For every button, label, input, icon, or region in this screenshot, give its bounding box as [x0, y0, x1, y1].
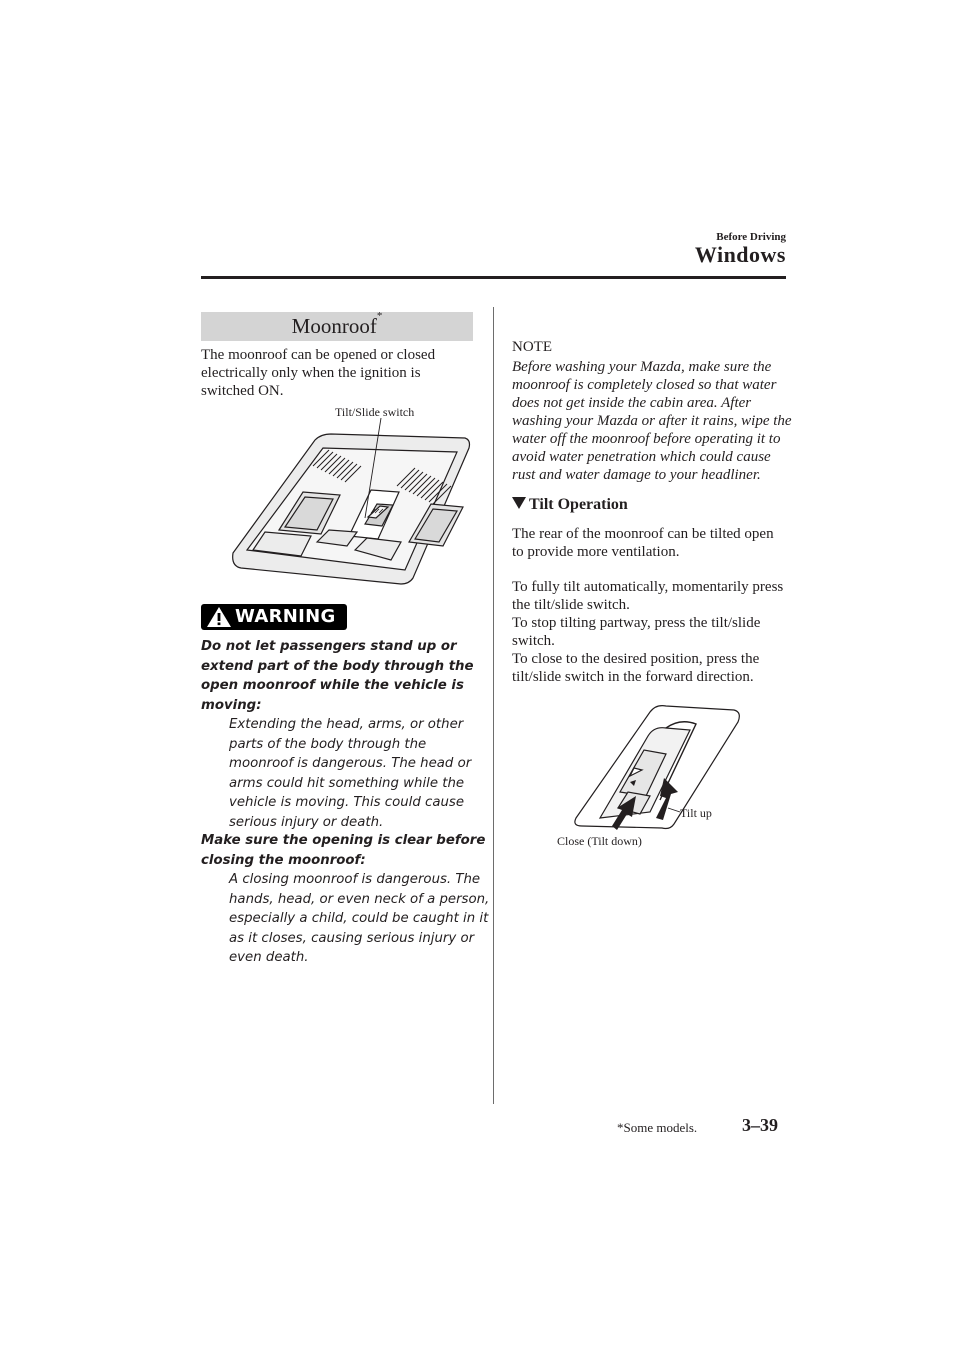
note-body: Before washing your Mazda, make sure the moonroof is completely closed so that water does not get inside the cabin area. After washing your Mazda or after it rains, wipe the water off the moonroof before operating it to avoid water penetration which could cause rust and water damage to your headliner. — [512, 359, 792, 483]
intro-paragraph: The moonroof can be opened or closed electrically only when the ignition is switched ON. — [201, 347, 436, 399]
header-chapter-title: Windows — [694, 242, 786, 267]
warning2-heading: Make sure the opening is clear before closing the moonroof: — [201, 833, 486, 868]
warning-badge-label: WARNING — [235, 606, 336, 627]
tilt-switch-illustration — [570, 700, 750, 830]
page-number: 3–39 — [742, 1115, 778, 1135]
warning1-heading: Do not let passengers stand up or extend part of the body through the open moonroof while the vehicle is moving: — [201, 639, 474, 713]
subsection-heading — [512, 496, 628, 514]
tilt-paragraph-2: To fully tilt automatically, momentarily press the tilt/slide switch. To stop tilting partway, press the tilt/slide switch. To close to the desired position, press the tilt/slide switch in the forward direction. — [512, 579, 784, 685]
section-title: Moonroof — [291, 314, 377, 338]
warning2-body: A closing moonroof is dangerous. The hands, head, or even neck of a person, especially a child, could be caught in it as it closes, causing serious injury or even death. — [229, 872, 490, 965]
column-divider — [493, 307, 494, 1104]
warning1-body: Extending the head, arms, or other parts of the body through the moonroof is dangerous. The head or arms could hit something while the vehicle is moving. This could cause serious injury or death. — [229, 717, 472, 830]
figure1-label: Tilt/Slide switch — [335, 405, 415, 419]
overhead-console-illustration — [225, 418, 475, 593]
section-title-marker: * — [376, 310, 383, 322]
warning-triangle-icon — [206, 606, 232, 628]
figure2-label-tilt-up: Tilt up — [680, 806, 712, 820]
tilt-paragraph-1: The rear of the moonroof can be tilted open to provide more ventilation. — [512, 526, 774, 560]
header-rule — [201, 276, 786, 279]
warning-badge — [201, 604, 347, 630]
triangle-bullet-icon — [512, 497, 526, 509]
figure2-label-close: Close (Tilt down) — [557, 834, 642, 848]
header-section-label: Before Driving — [716, 231, 786, 243]
subsection-title: Tilt Operation — [529, 496, 628, 513]
section-title-bar — [201, 312, 473, 341]
note-heading: NOTE — [512, 339, 552, 355]
footnote: *Some models. — [617, 1120, 698, 1135]
